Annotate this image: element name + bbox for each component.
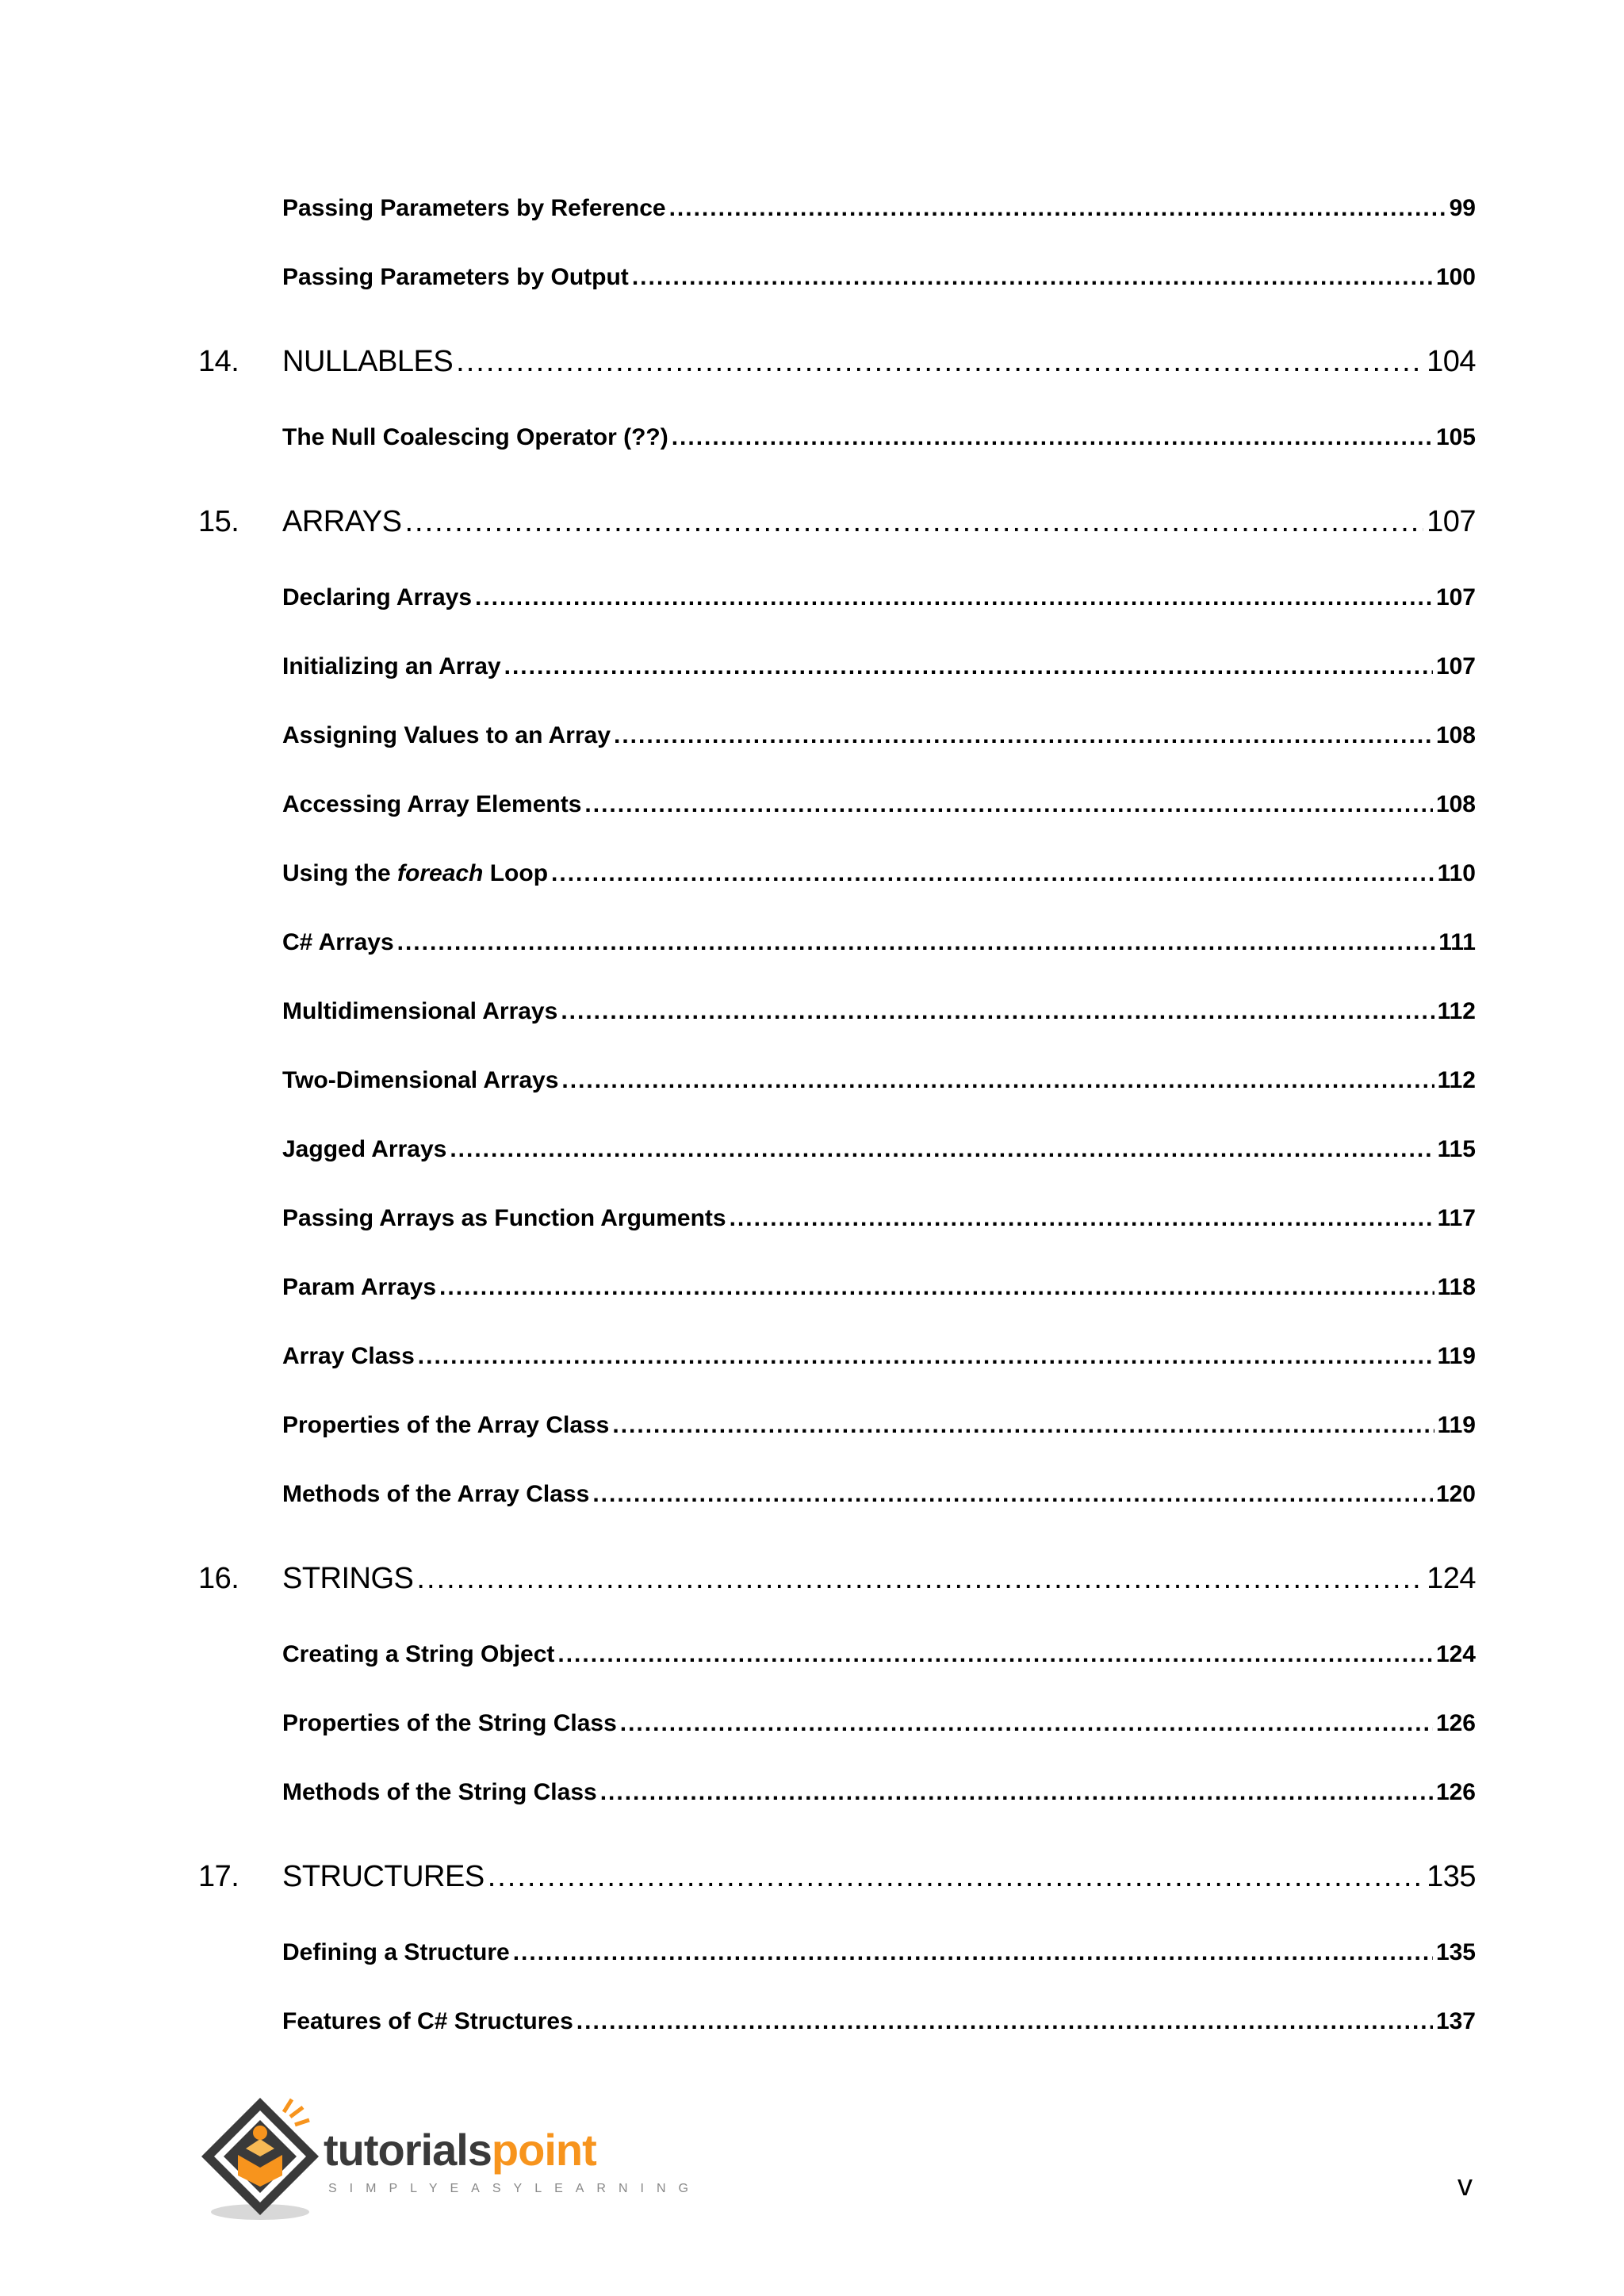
chapter-number: 14. [198, 345, 239, 378]
entry-line [282, 929, 1476, 956]
entry-page-number: 135 [1435, 1939, 1476, 1965]
entry-page-number: 110 [1437, 860, 1476, 886]
entry-title: Assigning Values to an Array [282, 722, 611, 748]
entry-line [282, 1939, 1476, 1966]
tutorialspoint-logo [197, 2093, 701, 2228]
entry-title: Passing Parameters by Output [282, 264, 629, 290]
entry-page-number: 126 [1435, 1710, 1476, 1736]
entry-page-number: 115 [1437, 1136, 1476, 1162]
dot-leader [614, 722, 1433, 749]
chapter-number: 17. [198, 1860, 239, 1893]
entry-line [282, 1412, 1476, 1439]
toc-section-entry[interactable] [0, 1412, 1624, 1447]
entry-line [282, 345, 1476, 379]
entry-title: Passing Parameters by Reference [282, 195, 666, 221]
toc-chapter-entry[interactable] [0, 1562, 1624, 1606]
entry-page-number: 112 [1437, 998, 1476, 1024]
dot-leader [488, 1860, 1423, 1894]
entry-title: Creating a String Object [282, 1641, 555, 1667]
toc-chapter-entry[interactable] [0, 505, 1624, 549]
entry-line [282, 1710, 1476, 1737]
toc-section-entry[interactable] [0, 929, 1624, 964]
entry-page-number: 137 [1435, 2008, 1476, 2034]
dot-leader [600, 1779, 1433, 1806]
toc-section-entry[interactable] [0, 653, 1624, 688]
entry-page-number: 99 [1449, 195, 1476, 221]
entry-line [282, 1274, 1476, 1301]
entry-title: Jagged Arrays [282, 1136, 447, 1162]
entry-title: Accessing Array Elements [282, 791, 582, 817]
entry-line [282, 1481, 1476, 1508]
entry-page-number: 107 [1427, 505, 1476, 538]
entry-line [282, 722, 1476, 749]
toc-section-entry[interactable] [0, 1067, 1624, 1102]
entry-title: Defining a Structure [282, 1939, 510, 1965]
entry-page-number: 126 [1435, 1779, 1476, 1805]
entry-line [282, 584, 1476, 611]
entry-page-number: 135 [1427, 1860, 1476, 1893]
entry-line [282, 1067, 1476, 1094]
entry-page-number: 107 [1435, 584, 1476, 610]
entry-title: Methods of the String Class [282, 1779, 597, 1805]
dot-leader [397, 929, 1436, 956]
dot-leader [672, 424, 1433, 451]
toc-chapter-entry[interactable] [0, 345, 1624, 389]
toc-section-entry[interactable] [0, 1205, 1624, 1240]
entry-page-number: 108 [1435, 722, 1476, 748]
toc-section-entry[interactable] [0, 1274, 1624, 1309]
entry-line [282, 1562, 1476, 1596]
toc-section-entry[interactable] [0, 1481, 1624, 1516]
entry-line [282, 653, 1476, 680]
entry-page-number: 119 [1437, 1412, 1476, 1438]
toc-section-entry[interactable] [0, 791, 1624, 826]
page-number: v [1457, 2169, 1473, 2202]
entry-title: Initializing an Array [282, 653, 501, 679]
entry-title-italic: foreach [397, 860, 484, 886]
entry-title-part: Using the [282, 860, 398, 886]
logo-diamond-icon [197, 2093, 331, 2228]
entry-line [282, 791, 1476, 818]
toc-section-entry[interactable] [0, 1136, 1624, 1171]
toc-section-entry[interactable] [0, 264, 1624, 299]
entry-title: Multidimensional Arrays [282, 998, 558, 1024]
entry-line [282, 195, 1476, 222]
toc-section-entry[interactable] [0, 860, 1624, 895]
dot-leader [513, 1939, 1433, 1966]
entry-page-number: 118 [1437, 1274, 1476, 1300]
entry-line [282, 424, 1476, 451]
dot-leader [632, 264, 1433, 291]
dot-leader [504, 653, 1433, 680]
toc-section-entry[interactable] [0, 1939, 1624, 1974]
entry-line [282, 264, 1476, 291]
entry-page-number: 120 [1435, 1481, 1476, 1507]
entry-page-number: 111 [1438, 929, 1476, 955]
entry-line [282, 1641, 1476, 1668]
toc-section-entry[interactable] [0, 1641, 1624, 1676]
entry-title: STRINGS [282, 1562, 414, 1595]
entry-title: Passing Arrays as Function Arguments [282, 1205, 726, 1231]
dot-leader [669, 195, 1446, 222]
dot-leader [561, 998, 1434, 1025]
entry-title: Features of C# Structures [282, 2008, 573, 2034]
entry-page-number: 112 [1437, 1067, 1476, 1093]
entry-title: Declaring Arrays [282, 584, 473, 610]
entry-line [282, 998, 1476, 1025]
dot-leader [592, 1481, 1433, 1508]
entry-title: Array Class [282, 1343, 415, 1369]
entry-title: Methods of the Array Class [282, 1481, 590, 1507]
entry-title: The Null Coalescing Operator (??) [282, 424, 668, 450]
toc-section-entry[interactable] [0, 1779, 1624, 1814]
dot-leader [612, 1412, 1434, 1439]
toc-section-entry[interactable] [0, 2008, 1624, 2043]
dot-leader [418, 1343, 1434, 1370]
entry-page-number: 104 [1427, 345, 1476, 378]
dot-leader [551, 860, 1434, 887]
entry-page-number: 117 [1437, 1205, 1476, 1231]
dot-leader [404, 505, 1423, 539]
entry-title: NULLABLES [282, 345, 454, 378]
toc-section-entry[interactable] [0, 998, 1624, 1033]
entry-title: ARRAYS [282, 505, 402, 538]
logo-tagline: SIMPLYEASYLEARNING [328, 2182, 701, 2195]
dot-leader [416, 1562, 1423, 1596]
entry-line [282, 860, 1476, 887]
entry-title: STRUCTURES [282, 1860, 485, 1893]
toc-section-entry[interactable] [0, 1710, 1624, 1745]
toc-section-entry[interactable] [0, 424, 1624, 459]
dot-leader [620, 1710, 1433, 1737]
entry-line [282, 1779, 1476, 1806]
entry-line [282, 505, 1476, 539]
dot-leader [557, 1641, 1433, 1668]
dot-leader [450, 1136, 1434, 1163]
entry-title: Param Arrays [282, 1274, 437, 1300]
entry-title: Properties of the Array Class [282, 1412, 610, 1438]
entry-title: Two-Dimensional Arrays [282, 1067, 559, 1093]
chapter-number: 16. [198, 1562, 239, 1595]
entry-line [282, 2008, 1476, 2035]
entry-page-number: 119 [1437, 1343, 1476, 1369]
entry-line [282, 1343, 1476, 1370]
entry-line [282, 1205, 1476, 1232]
dot-leader [576, 2008, 1433, 2035]
entry-page-number: 100 [1435, 264, 1476, 290]
toc-section-entry[interactable] [0, 584, 1624, 619]
toc-section-entry[interactable] [0, 195, 1624, 230]
entry-page-number: 107 [1435, 653, 1476, 679]
entry-title-part: Loop [483, 860, 549, 886]
dot-leader [584, 791, 1433, 818]
chapter-number: 15. [198, 505, 239, 538]
entry-page-number: 105 [1435, 424, 1476, 450]
dot-leader [561, 1067, 1434, 1094]
entry-title [282, 860, 548, 887]
entry-line [282, 1136, 1476, 1163]
entry-title: Properties of the String Class [282, 1710, 617, 1736]
toc-chapter-entry[interactable] [0, 1860, 1624, 1904]
dot-leader [730, 1205, 1434, 1232]
entry-line [282, 1860, 1476, 1894]
dot-leader [475, 584, 1433, 611]
dot-leader [439, 1274, 1434, 1301]
toc-section-entry[interactable] [0, 1343, 1624, 1378]
entry-page-number: 124 [1427, 1562, 1476, 1595]
entry-title: C# Arrays [282, 929, 394, 955]
entry-page-number: 124 [1435, 1641, 1476, 1667]
dot-leader [456, 345, 1423, 379]
entry-page-number: 108 [1435, 791, 1476, 817]
toc-section-entry[interactable] [0, 722, 1624, 757]
logo-wordmark: tutorialspoint [324, 2125, 596, 2175]
